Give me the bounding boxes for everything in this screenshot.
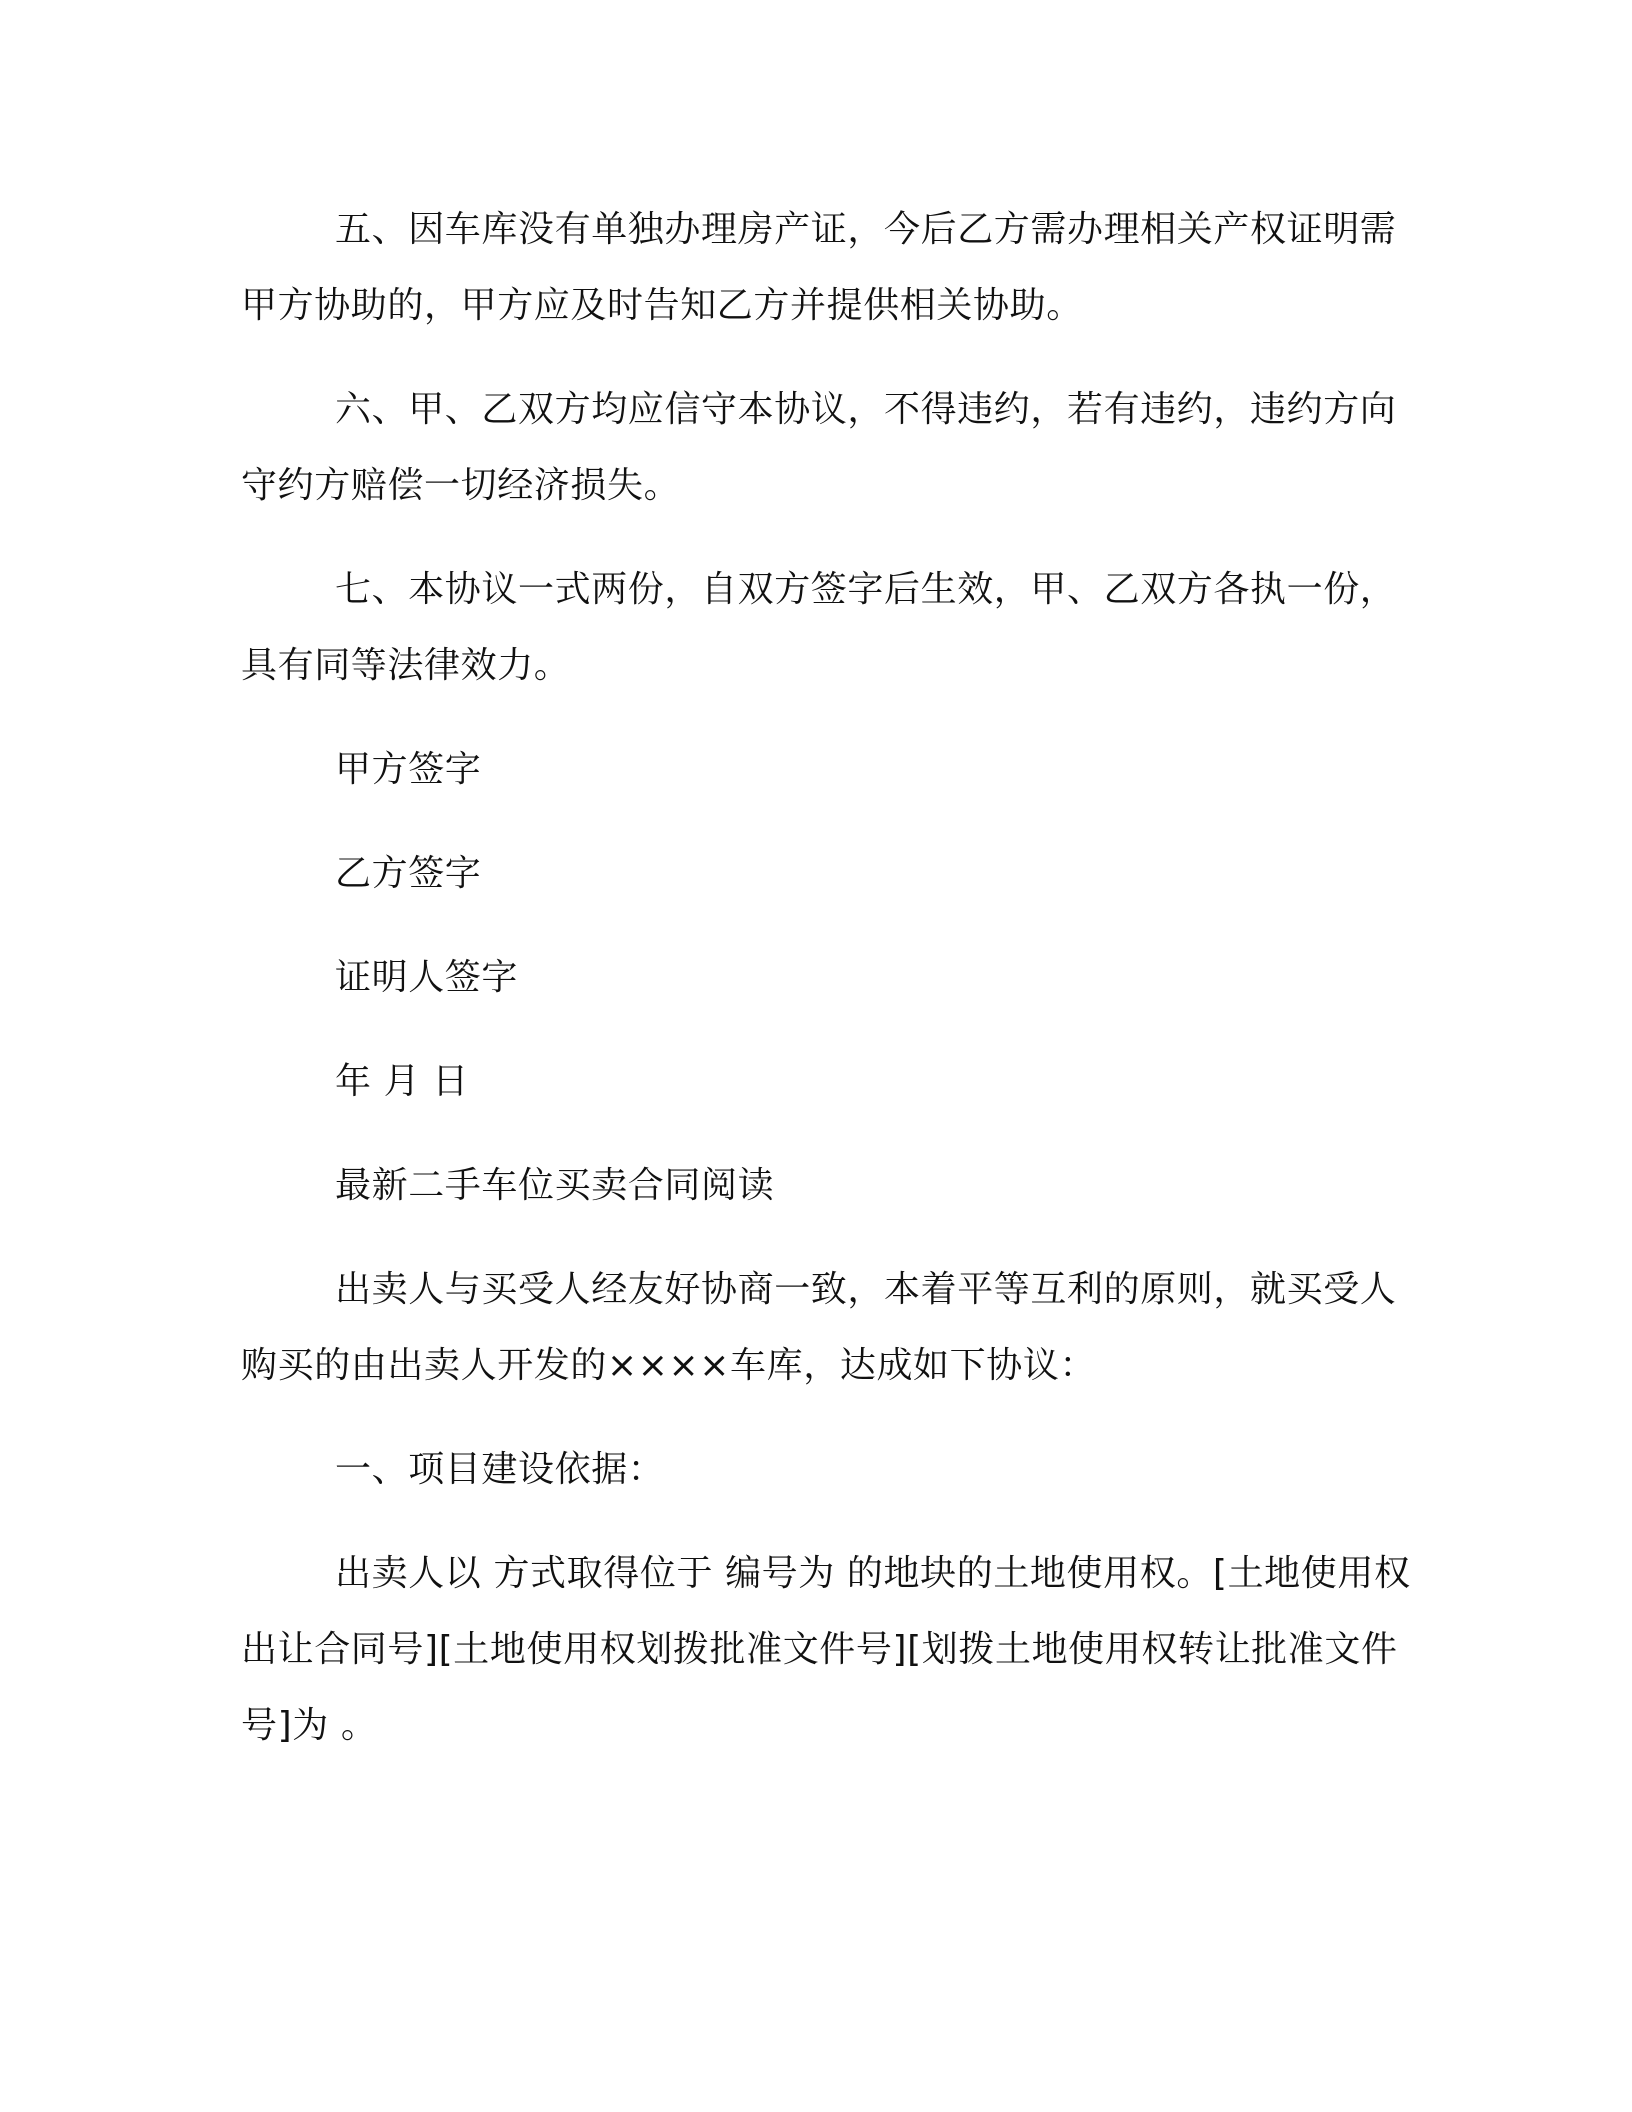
clause-six: 六、甲、乙双方均应信守本协议，不得违约，若有违约，违约方向守约方赔偿一切经济损失。 [241,389,1397,506]
party-b-signature-label: 乙方签字 [335,853,482,894]
witness-signature-label: 证明人签字 [335,957,519,998]
party-a-signature-label: 甲方签字 [335,749,482,790]
section-title: 最新二手车位买卖合同阅读 [335,1165,775,1206]
clause-seven: 七、本协议一式两份，自双方签字后生效，甲、乙双方各执一份，具有同等法律效力。 [241,569,1397,686]
section-heading-one: 一、项目建设依据： [335,1449,665,1490]
date-line: 年 月 日 [335,1061,469,1102]
contract-intro: 出卖人与买受人经友好协商一致，本着平等互利的原则，就买受人购买的由出卖人开发的××××车库，达成如下协议： [241,1269,1397,1386]
clause-five: 五、因车库没有单独办理房产证，今后乙方需办理相关产权证明需甲方协助的，甲方应及时告知乙方并提供相关协助。 [241,209,1397,326]
document-body [241,192,1411,1764]
clause-one-text: 出卖人以 方式取得位于 编号为 的地块的土地使用权。[土地使用权出让合同号][土地使用权划拨批准文件号][划拨土地使用权转让批准文件号]为 。 [241,1553,1411,1746]
